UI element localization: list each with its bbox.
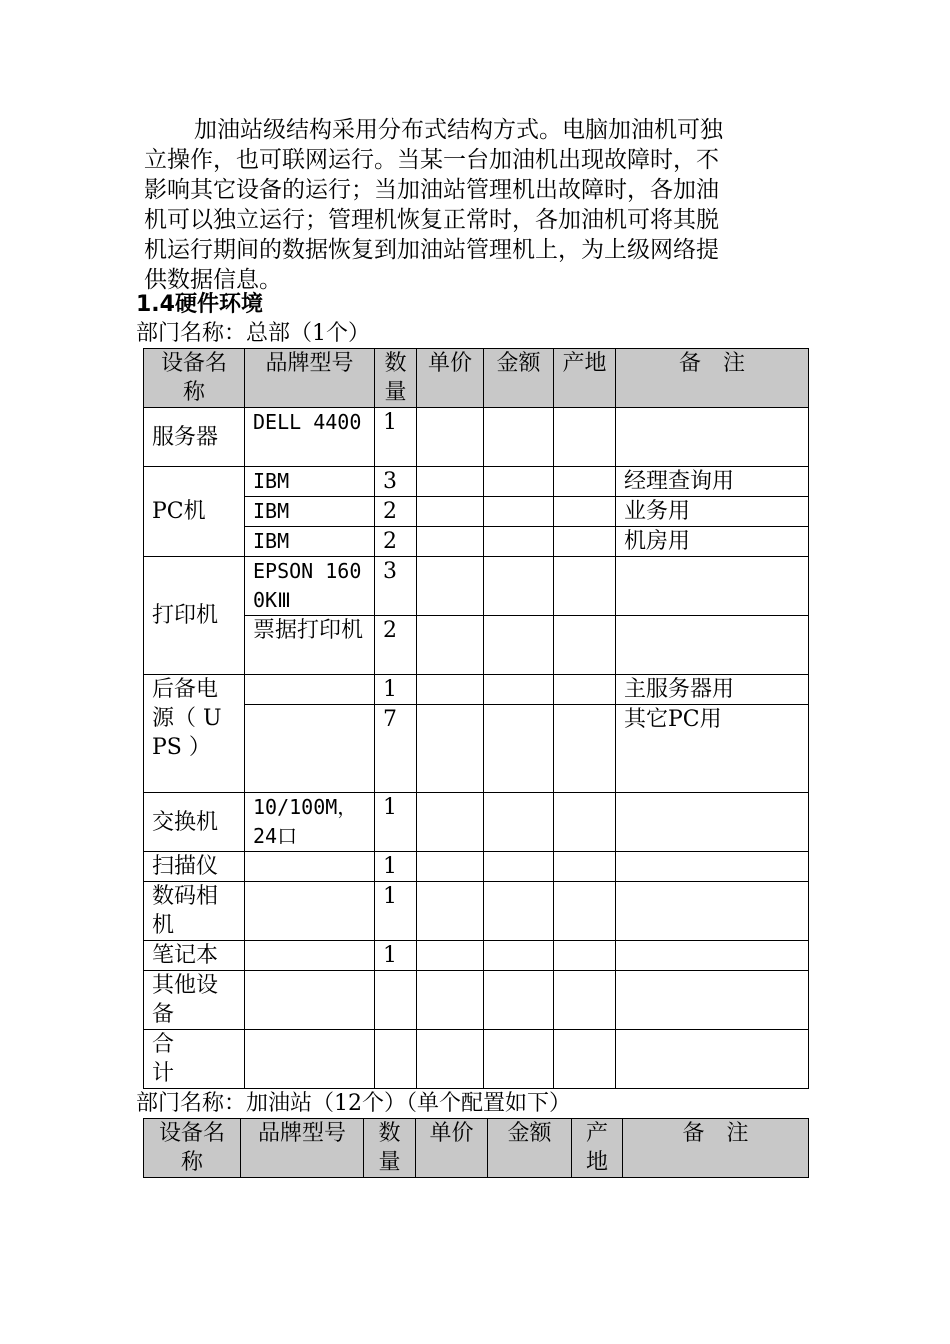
cell-model: IBM: [245, 467, 375, 497]
cell-name: 服务器: [144, 408, 245, 467]
table-row: [144, 882, 809, 941]
header-name: 设备名称: [144, 1119, 241, 1178]
cell-qty: 1: [375, 793, 417, 852]
dept-caption-hq: 部门名称：总部（1个）: [136, 321, 370, 346]
cell-qty: 1: [375, 852, 417, 882]
paragraph-line: 供数据信息。: [144, 267, 282, 293]
table-row: [144, 408, 809, 467]
cell-model: 10/100M，24口: [245, 793, 375, 852]
cell-name: 数码相机: [144, 882, 245, 941]
table-row: [144, 557, 809, 616]
cell-note: 业务用: [616, 497, 809, 527]
cell-qty: 3: [375, 467, 417, 497]
header-unit-price: 单价: [417, 349, 484, 408]
cell-qty: 1: [375, 675, 417, 705]
cell-qty: 1: [375, 408, 417, 467]
cell-model: EPSON 1600KⅢ: [245, 557, 375, 616]
table-header-row: [144, 349, 809, 408]
paragraph-line: 机运行期间的数据恢复到加油站管理机上，为上级网络提: [144, 237, 719, 263]
cell-name: 其他设备: [144, 971, 245, 1030]
table-row: [144, 852, 809, 882]
header-origin: 产地: [554, 349, 616, 408]
cell-qty: 1: [375, 882, 417, 941]
header-note: 备 注: [623, 1119, 809, 1178]
section-title: 1.4硬件环境: [136, 292, 263, 317]
cell-name: 扫描仪: [144, 852, 245, 882]
table-row: [144, 467, 809, 497]
header-origin: 产地: [572, 1119, 623, 1178]
cell-note: 机房用: [616, 527, 809, 557]
paragraph-line: 机可以独立运行；管理机恢复正常时，各加油机可将其脱: [144, 207, 719, 233]
cell-name: 打印机: [144, 557, 245, 675]
table-row: [144, 941, 809, 971]
header-unit-price: 单价: [416, 1119, 488, 1178]
cell-model: IBM: [245, 497, 375, 527]
header-model: 品牌型号: [245, 349, 375, 408]
cell-qty: 2: [375, 616, 417, 675]
cell-note: 其它PC用: [616, 705, 809, 793]
cell-model: DELL 4400: [245, 408, 375, 467]
cell-qty: 3: [375, 557, 417, 616]
dept-caption-station: 部门名称：加油站（12个）（单个配置如下）: [136, 1091, 571, 1116]
table-row: [144, 971, 809, 1030]
table-row-total: [144, 1030, 809, 1089]
header-amount: 金额: [488, 1119, 572, 1178]
cell-qty: 1: [375, 941, 417, 971]
header-note: 备 注: [616, 349, 809, 408]
paragraph-line: 加油站级结构采用分布式结构方式。电脑加油机可独: [194, 117, 723, 143]
cell-model: IBM: [245, 527, 375, 557]
cell-note: 主服务器用: [616, 675, 809, 705]
cell-name: 合计: [144, 1030, 245, 1089]
cell-name: 笔记本: [144, 941, 245, 971]
cell-qty: 7: [375, 705, 417, 793]
cell-name: PC机: [144, 467, 245, 557]
header-qty: 数量: [375, 349, 417, 408]
cell-name: 交换机: [144, 793, 245, 852]
table-header-row: [144, 1119, 809, 1178]
paragraph-line: 影响其它设备的运行；当加油站管理机出故障时，各加油: [144, 177, 719, 203]
cell-qty: 2: [375, 527, 417, 557]
intro-paragraph: [144, 115, 808, 295]
hq-equipment-table: [143, 348, 809, 1089]
header-amount: 金额: [484, 349, 554, 408]
table-row: [144, 793, 809, 852]
header-model: 品牌型号: [241, 1119, 364, 1178]
cell-qty: 2: [375, 497, 417, 527]
header-name: 设备名称: [144, 349, 245, 408]
station-equipment-table: [143, 1118, 809, 1178]
paragraph-line: 立操作，也可联网运行。当某一台加油机出现故障时，不: [144, 147, 719, 173]
header-qty: 数量: [364, 1119, 416, 1178]
cell-name: 后备电源（ UPS ）: [144, 675, 245, 793]
cell-model: 票据打印机: [245, 616, 375, 675]
cell-note: 经理查询用: [616, 467, 809, 497]
table-row: [144, 675, 809, 705]
